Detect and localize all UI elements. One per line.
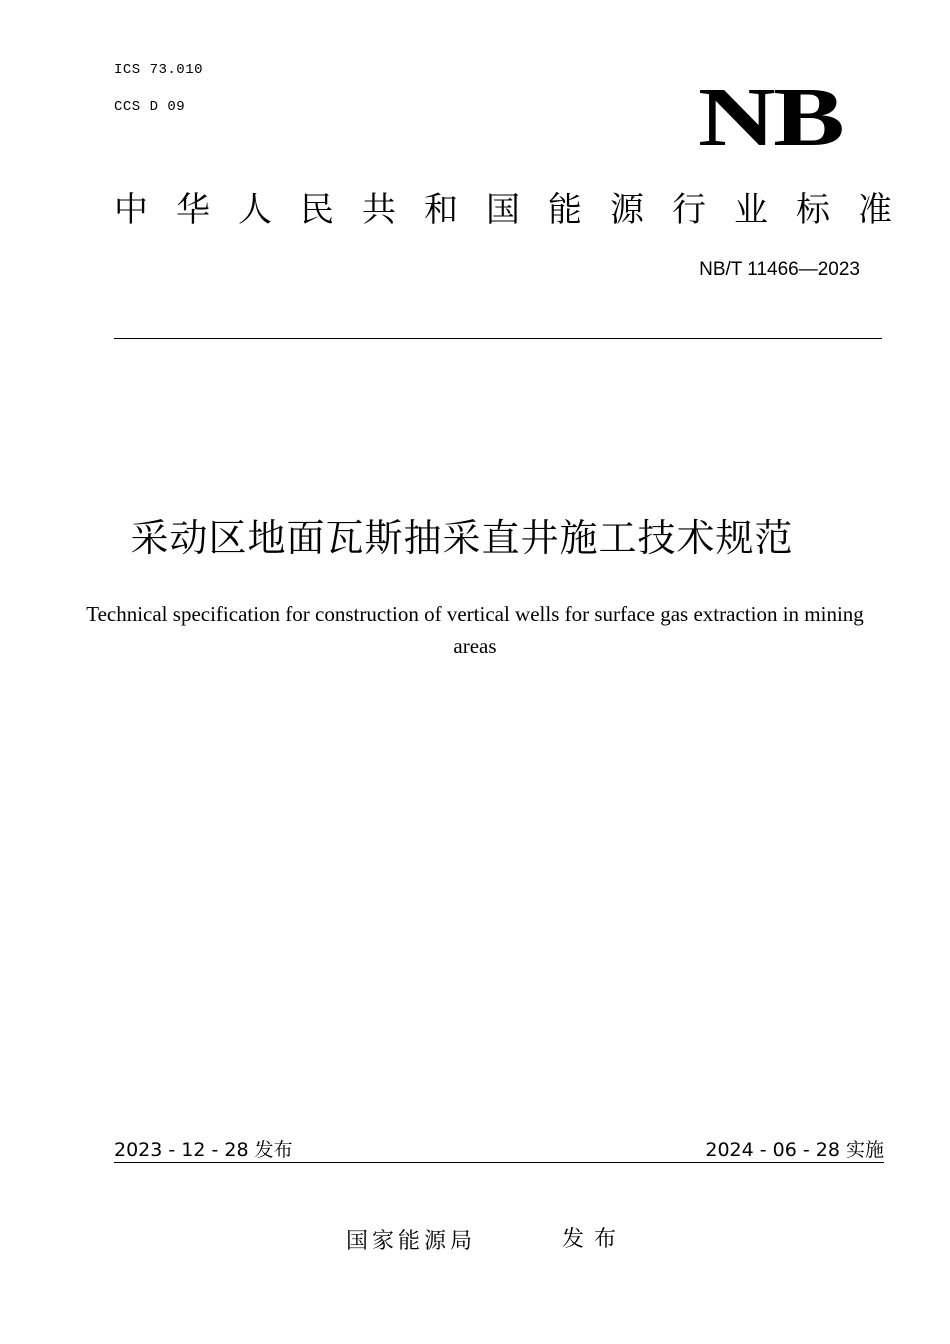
nb-logo: NB bbox=[698, 71, 843, 164]
bottom-divider bbox=[114, 1162, 884, 1163]
top-divider bbox=[114, 338, 882, 339]
ccs-code: CCS D 09 bbox=[114, 99, 186, 115]
implementation-date: 2024 - 06 - 28 实施 bbox=[705, 1139, 884, 1161]
issuer-name: 国家能源局 bbox=[346, 1229, 477, 1254]
issue-date: 2023 - 12 - 28 发布 bbox=[114, 1139, 293, 1161]
standard-name: 中华人民共和国能源行业标准 bbox=[114, 190, 920, 230]
title-chinese: 采动区地面瓦斯抽采直井施工技术规范 bbox=[130, 516, 794, 560]
title-english: Technical specification for construction of vertical wells for surface gas extraction in mining areas bbox=[86, 602, 864, 658]
standard-code: NB/T 11466—2023 bbox=[699, 259, 860, 280]
issuer-action: 发布 bbox=[562, 1227, 627, 1252]
ics-code: ICS 73.010 bbox=[114, 62, 204, 78]
